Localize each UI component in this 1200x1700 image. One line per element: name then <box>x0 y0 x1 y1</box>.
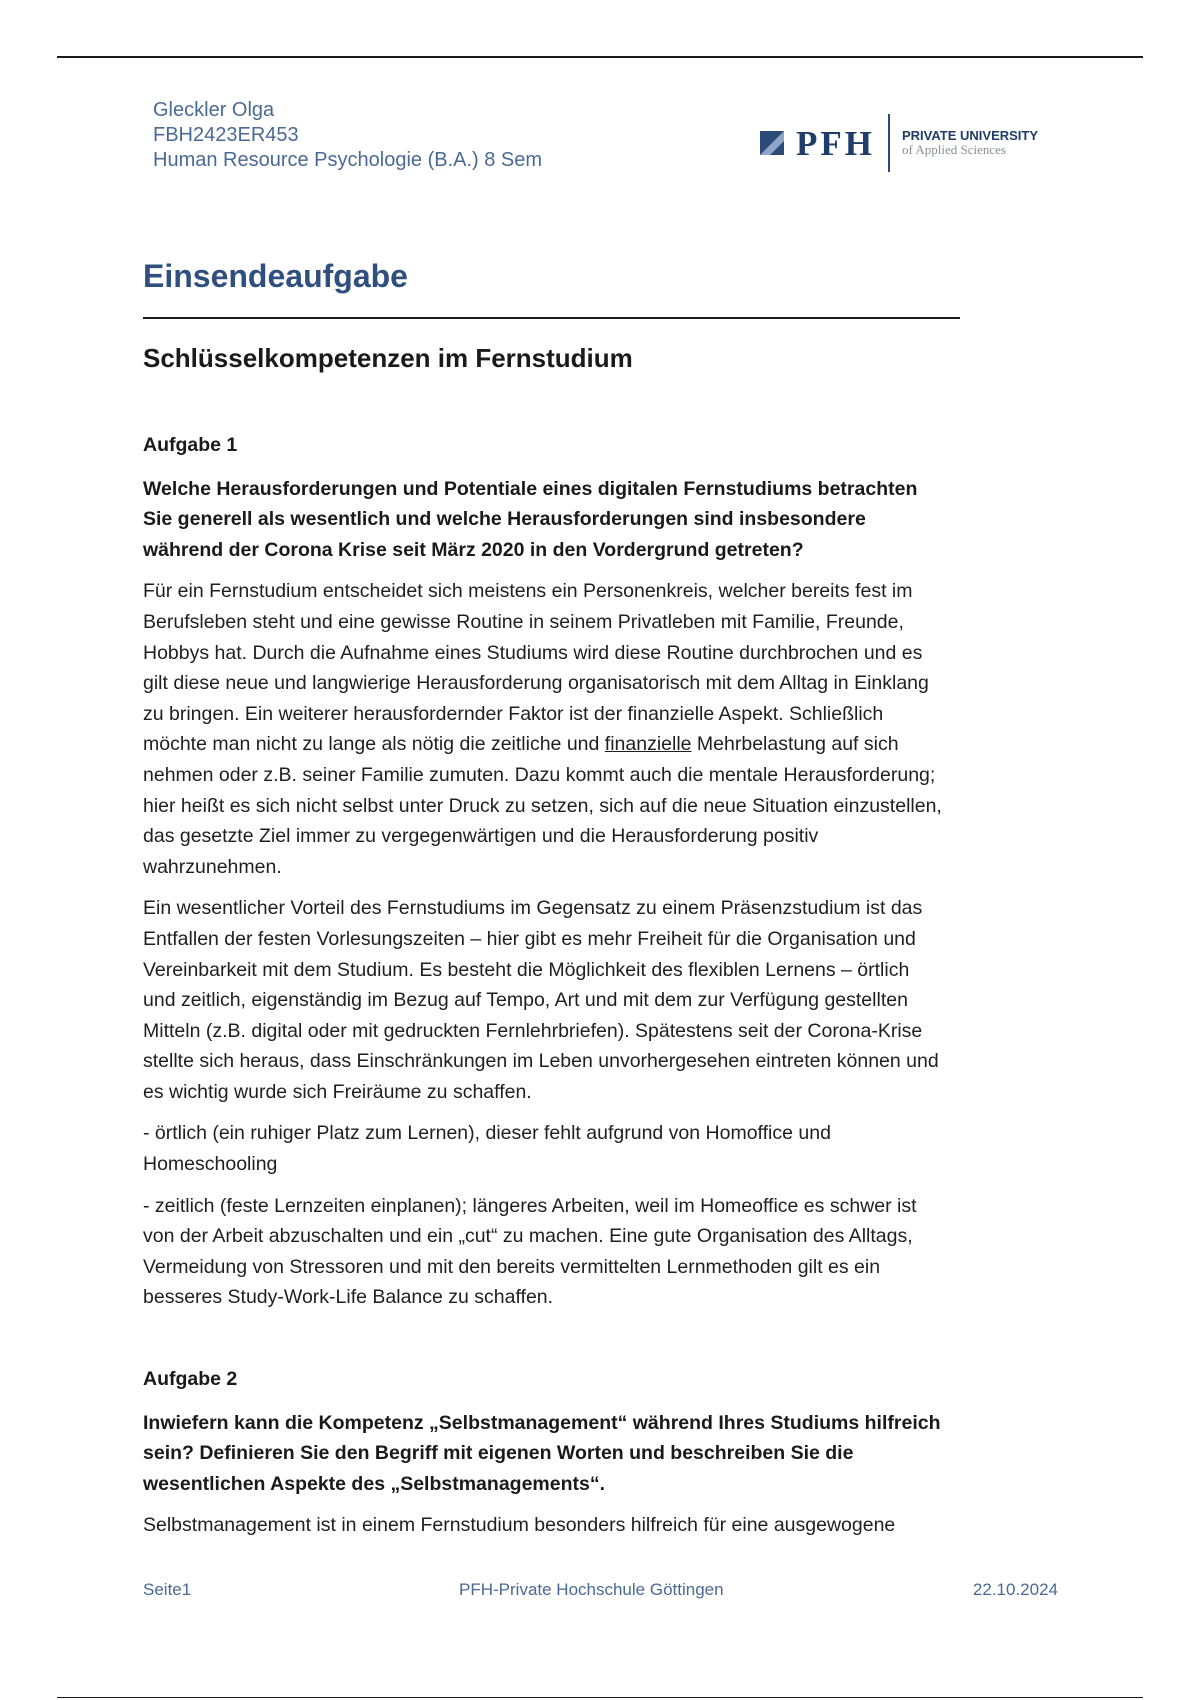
text-line: und zeitlich, eigenständig im Bezug auf Tempo, Art und mit dem zur Verfügung gestellten <box>143 989 908 1012</box>
question-line: während der Corona Krise seit März 2020 in den Vordergrund getreten? <box>143 538 804 561</box>
text-line: stellte sich heraus, dass Einschränkungen im Leben unvorhergesehen eintreten können und <box>143 1050 939 1073</box>
task1-paragraph-3 <box>143 1118 1063 1179</box>
pfh-logo-mark-icon <box>760 131 784 155</box>
text-line: besseres Study-Work-Life Balance zu schaffen. <box>143 1286 554 1309</box>
task1-paragraph-1 <box>143 576 1063 882</box>
text-line: zu bringen. Ein weiterer herausfordernder Faktor ist der finanzielle Aspekt. Schließlich <box>143 702 884 725</box>
text-line: Mitteln (z.B. digital oder mit gedruckten Fernlehrbriefen). Spätestens seit der Corona-Krise <box>143 1019 923 1042</box>
page-footer <box>143 1580 1058 1602</box>
document-title: Einsendeaufgabe <box>143 258 408 294</box>
logo-subtitle-line1: PRIVATE UNIVERSITY <box>901 128 1039 143</box>
text-line: Hobbys hat. Durch die Aufnahme eines Studiums wird diese Routine durchbrochen und es <box>143 641 923 664</box>
text-line: wahrzunehmen. <box>143 855 282 878</box>
text-line: gilt diese neue und langwierige Herausforderung organisatorisch mit dem Alltag in Einklang <box>143 672 929 695</box>
question-line: sein? Definieren Sie den Begriff mit eigenen Worten und beschreiben Sie die <box>143 1442 854 1465</box>
text-line: Vereinbarkeit mit dem Studium. Es besteht die Möglichkeit des flexiblen Lernens – örtlich <box>143 958 910 981</box>
pfh-logo <box>760 108 1055 178</box>
text-line: Vermeidung von Stressoren und mit den bereits vermittelten Lernmethoden gilt es ein <box>143 1255 881 1278</box>
task1-paragraph-4 <box>143 1191 1063 1313</box>
question-line: Sie generell als wesentlich und welche Herausforderungen sind insbesondere <box>143 508 866 531</box>
student-info <box>153 98 542 173</box>
text-line: nehmen oder z.B. seiner Familie zumuten. Dazu kommt auch die mentale Herausforderung; <box>143 763 936 786</box>
document-subtitle: Schlüsselkompetenzen im Fernstudium <box>143 343 633 373</box>
text-line: es wichtig wurde sich Freiräume zu schaffen. <box>143 1080 532 1103</box>
section-spacer <box>143 1324 1063 1364</box>
student-id: FBH2423ER453 <box>153 124 299 146</box>
question-line: Inwiefern kann die Kompetenz „Selbstmanagement“ während Ihres Studiums hilfreich <box>143 1411 941 1434</box>
text-line <box>143 729 1063 760</box>
text-line: Homeschooling <box>143 1153 278 1176</box>
study-program: Human Resource Psychologie (B.A.) 8 Sem <box>153 149 543 171</box>
logo-divider <box>888 114 890 172</box>
text-line: Selbstmanagement ist in einem Fernstudium besonders hilfreich für eine ausgewogene <box>143 1514 896 1537</box>
text-segment: möchte man nicht zu lange als nötig die zeitliche und <box>143 733 605 756</box>
text-line: Entfallen der festen Vorlesungszeiten – hier gibt es mehr Freiheit für die Organisation und <box>143 927 916 950</box>
logo-subtitle-line2: of Applied Sciences <box>901 142 1006 157</box>
document-body <box>143 430 1063 1552</box>
text-line: das gesetzte Ziel immer zu vergegenwärtigen und die Herausforderung positiv <box>143 825 819 848</box>
question-line: Welche Herausforderungen und Potentiale eines digitalen Fernstudiums betrachten <box>143 477 918 500</box>
student-name: Gleckler Olga <box>153 99 275 121</box>
task1-paragraph-2 <box>143 893 1063 1107</box>
text-line: hier heißt es sich nicht selbst unter Druck zu setzen, sich auf die neue Situation einzustellen, <box>143 794 942 817</box>
text-line: - zeitlich (feste Lernzeiten einplanen); längeres Arbeiten, weil im Homeoffice es schwer ist <box>143 1194 917 1217</box>
title-rule <box>143 317 960 319</box>
question-line: wesentlichen Aspekte des „Selbstmanagements“. <box>143 1472 606 1495</box>
task2-question <box>143 1408 1063 1500</box>
task1-question <box>143 474 1063 566</box>
logo-subtitle <box>902 129 1038 157</box>
text-line: - örtlich (ein ruhiger Platz zum Lernen), dieser fehlt aufgrund von Homoffice und <box>143 1122 831 1145</box>
footer-institution: PFH-Private Hochschule Göttingen <box>459 1580 724 1599</box>
text-line: Berufsleben steht und eine gewisse Routine in seinem Privatleben mit Familie, Freunde, <box>143 610 904 633</box>
bottom-rule <box>57 1697 1143 1698</box>
text-line: Für ein Fernstudium entscheidet sich meistens ein Personenkreis, welcher bereits fest im <box>143 580 913 603</box>
text-line: Ein wesentlicher Vorteil des Fernstudiums im Gegensatz zu einem Präsenzstudium ist das <box>143 897 923 920</box>
text-segment: Mehrbelastung auf sich <box>691 733 899 756</box>
logo-wordmark: PFH <box>796 123 875 163</box>
task2-paragraph-1 <box>143 1510 1063 1541</box>
task1-heading: Aufgabe 1 <box>143 434 238 456</box>
top-rule <box>57 56 1143 58</box>
footer-date: 22.10.2024 <box>972 1580 1058 1599</box>
task2-heading: Aufgabe 2 <box>143 1368 238 1391</box>
underlined-word: finanzielle <box>604 733 692 756</box>
footer-page-number: Seite1 <box>143 1580 192 1599</box>
text-line: von der Arbeit abzuschalten und ein „cut“ zu machen. Eine gute Organisation des Alltags, <box>143 1225 913 1248</box>
